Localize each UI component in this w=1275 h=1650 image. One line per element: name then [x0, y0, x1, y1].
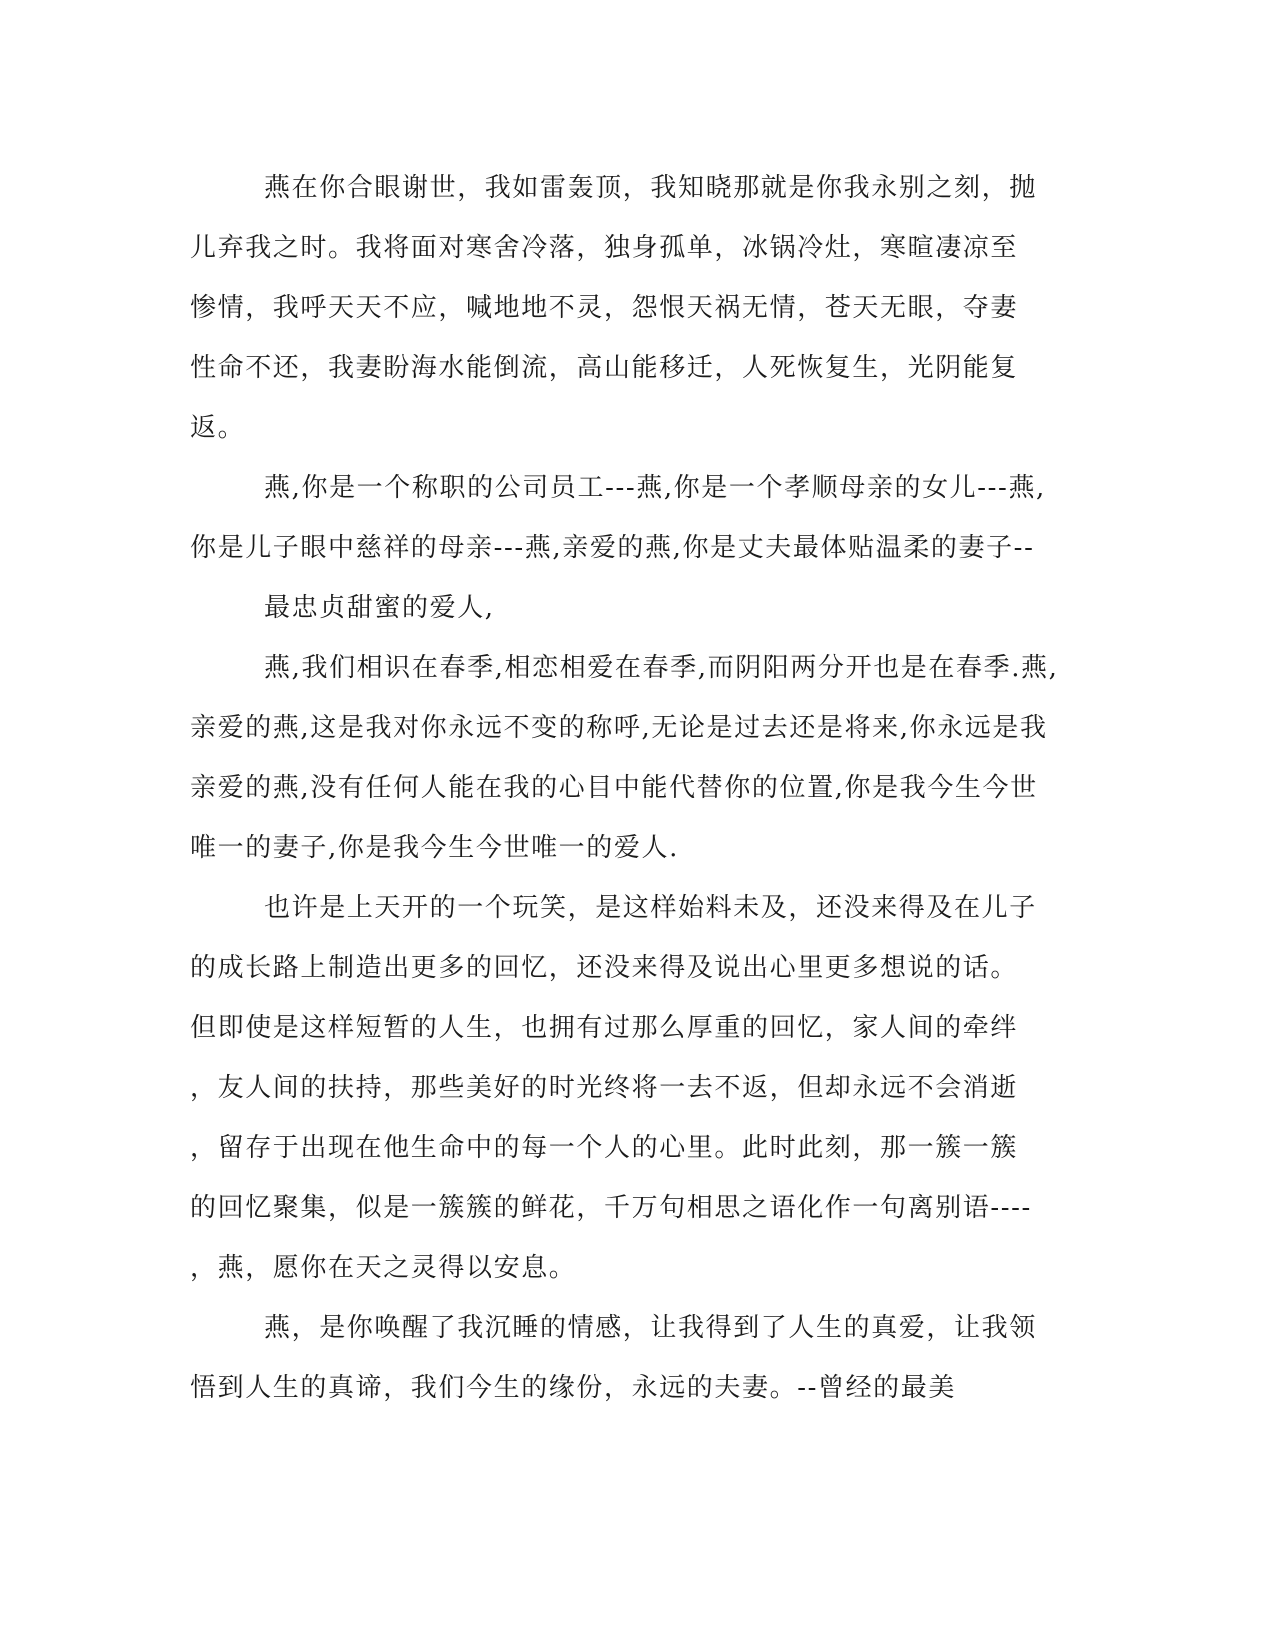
text-line: 燕,你是一个称职的公司员工---燕,你是一个孝顺母亲的女儿---燕, [264, 473, 1046, 503]
text-line: ，留存于出现在他生命中的每一个人的心里。此时此刻，那一簇一簇 [190, 1133, 1019, 1163]
text-line: 你是儿子眼中慈祥的母亲---燕,亲爱的燕,你是丈夫最体贴温柔的妻子-- [190, 533, 1035, 563]
text-line: 返。 [190, 413, 246, 443]
text-line: 但即使是这样短暂的人生，也拥有过那么厚重的回忆，家人间的牵绊 [190, 1013, 1019, 1043]
text-line: ，燕，愿你在天之灵得以安息。 [190, 1253, 577, 1283]
text-line: 也许是上天开的一个玩笑，是这样始料未及，还没来得及在儿子 [264, 893, 1037, 923]
paragraph-1 [190, 158, 1090, 458]
text-line: 亲爱的燕,没有任何人能在我的心目中能代替你的位置,你是我今生今世 [190, 773, 1038, 803]
text-line: 的成长路上制造出更多的回忆，还没来得及说出心里更多想说的话。 [190, 953, 1019, 983]
text-line: 燕，是你唤醒了我沉睡的情感，让我得到了人生的真爱，让我领 [264, 1313, 1037, 1343]
text-line: 最忠贞甜蜜的爱人, [264, 593, 495, 623]
document-body [190, 158, 1090, 1418]
text-line: 的回忆聚集，似是一簇簇的鲜花，千万句相思之语化作一句离别语---- [190, 1193, 1032, 1223]
text-line: 唯一的妻子,你是我今生今世唯一的爱人. [190, 833, 679, 863]
paragraph-2 [190, 458, 1090, 578]
paragraph-5 [190, 878, 1090, 1298]
text-line: ，友人间的扶持，那些美好的时光终将一去不返，但却永远不会消逝 [190, 1073, 1019, 1103]
text-line: 悟到人生的真谛，我们今生的缘份，永远的夫妻。--曾经的最美 [190, 1373, 956, 1403]
text-line: 惨情，我呼天天不应，喊地地不灵，怨恨天祸无情，苍天无眼，夺妻 [190, 293, 1019, 323]
paragraph-4 [190, 638, 1090, 878]
text-line: 燕,我们相识在春季,相恋相爱在春季,而阴阳两分开也是在春季.燕, [264, 653, 1059, 683]
text-line: 燕在你合眼谢世，我如雷轰顶，我知晓那就是你我永别之刻，抛 [264, 173, 1037, 203]
text-line: 性命不还，我妻盼海水能倒流，高山能移迁，人死恢复生，光阴能复 [190, 353, 1019, 383]
paragraph-3 [190, 578, 1090, 638]
text-line: 亲爱的燕,这是我对你永远不变的称呼,无论是过去还是将来,你永远是我 [190, 713, 1048, 743]
text-line: 儿弃我之时。我将面对寒舍冷落，独身孤单，冰锅冷灶，寒暄凄凉至 [190, 233, 1019, 263]
paragraph-6 [190, 1298, 1090, 1418]
